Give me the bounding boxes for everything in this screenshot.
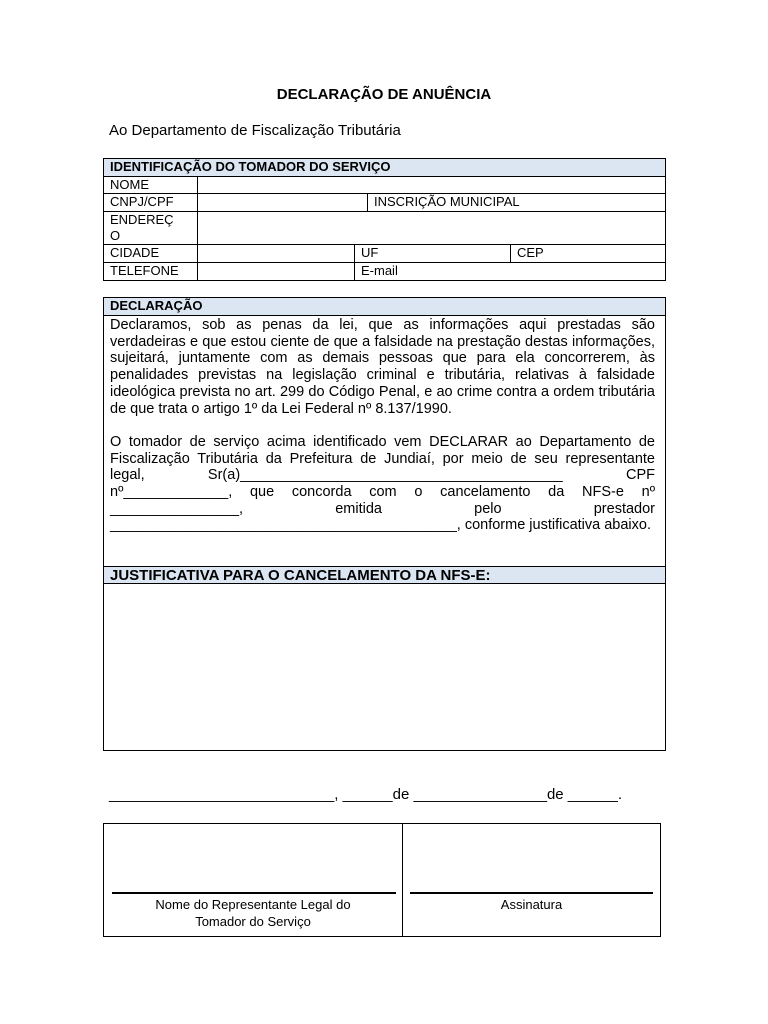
label-endereco	[104, 212, 197, 245]
field-telefone[interactable]	[198, 263, 354, 281]
field-cnpj-cpf[interactable]	[198, 194, 368, 212]
row-telefone	[104, 262, 665, 281]
label-email: E-mail	[361, 263, 398, 278]
declaration-paragraph-2: O tomador de serviço acima identificado vem DECLARAR ao Departamento de Fiscalização Tributária da Prefeitura de Jundiaí, por meio de seu representante legal, Sr(a)________________________________________ CPF nº_____________, que concorda com o cancelamento da NFS-e nº ________________, emitida pelo prestador ___________________________________________, conforme justificativa abaixo.	[110, 433, 655, 534]
field-cidade[interactable]	[198, 245, 354, 263]
signature-table	[103, 823, 661, 937]
representative-cell[interactable]	[104, 824, 403, 936]
row-endereco	[104, 211, 665, 245]
declaration-header: DECLARAÇÃO	[104, 298, 665, 316]
label-telefone: TELEFONE	[110, 263, 179, 278]
field-nome[interactable]	[198, 177, 665, 194]
declaration-paragraph-1: Declaramos, sob as penas da lei, que as informações aqui prestadas são verdadeiras e que estou ciente de que a falsidade na prestação destas informações, sujeitará, juntamente com as demais pessoas que para ela concorrerem, às penalidades previstas na legislação criminal e tributária, relativas à falsidade ideológica prevista no art. 299 do Código Penal, e ao crime contra a ordem tributária de que trata o artigo 1º da Lei Federal nº 8.137/1990.	[110, 317, 655, 417]
label-endereco-line1: ENDEREÇ	[110, 212, 174, 227]
label-inscricao-municipal: INSCRIÇÃO MUNICIPAL	[374, 194, 520, 209]
signature-label: Assinatura	[500, 897, 563, 912]
label-cep: CEP	[517, 245, 544, 260]
declaration-body	[110, 317, 655, 534]
label-cidade: CIDADE	[110, 245, 160, 260]
label-cnpj-cpf: CNPJ/CPF	[110, 194, 174, 209]
representative-label-line1: Nome do Representante Legal do	[155, 897, 351, 912]
recipient-line: Ao Departamento de Fiscalização Tributária	[109, 122, 401, 139]
justification-field[interactable]	[104, 585, 665, 750]
row-cnpj	[104, 193, 665, 212]
signature-line	[410, 892, 653, 894]
signature-cell[interactable]	[403, 824, 660, 936]
representative-signature-line	[112, 892, 396, 894]
date-line: ___________________________, ______de ________________de ______.	[109, 786, 623, 803]
representative-label	[104, 896, 402, 930]
label-nome: NOME	[110, 177, 149, 192]
identification-table	[103, 158, 666, 281]
label-uf: UF	[361, 245, 379, 260]
row-cidade	[104, 244, 665, 263]
declaration-box	[103, 297, 666, 751]
representative-label-line2: Tomador do Serviço	[195, 914, 311, 929]
field-endereco[interactable]	[198, 212, 665, 245]
document-title: DECLARAÇÃO DE ANUÊNCIA	[276, 86, 492, 103]
label-endereco-line2: O	[110, 228, 121, 243]
identification-header: IDENTIFICAÇÃO DO TOMADOR DO SERVIÇO	[104, 159, 665, 176]
row-nome	[104, 176, 665, 194]
justification-header: JUSTIFICATIVA PARA O CANCELAMENTO DA NFS-E:	[104, 566, 665, 584]
